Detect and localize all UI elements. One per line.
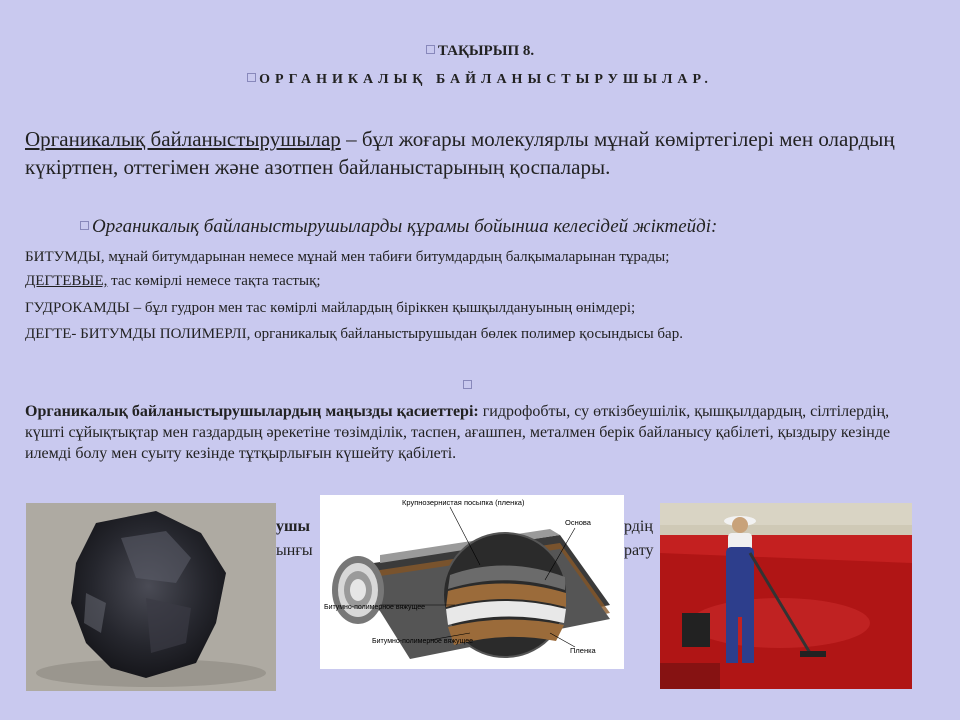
type-item-tar (25, 273, 945, 290)
label-mid: Битумно-полимерное вяжущее (324, 604, 425, 611)
obscured-fragment-c: рдің (624, 518, 653, 535)
roofing-membrane-diagram (320, 495, 624, 669)
label-top: Крупнозернистая посыпка (пленка) (402, 498, 525, 507)
type-name: ДЕГТЕ- БИТУМДЫ ПОЛИМЕРЛІ, (25, 326, 251, 342)
bullet-icon (463, 380, 472, 389)
worker-illustration (660, 503, 912, 689)
type-text: тас көмірлі немесе тақта тастық; (107, 273, 321, 289)
type-item-bitumen (25, 249, 945, 266)
obscured-fragment-a: ушы (276, 518, 310, 535)
type-name: ДЕГТЕВЫЕ, (25, 273, 108, 289)
classification-intro-text: Органикалық байланыстырушыларды құрамы бойынша келесідей жіктейді: (92, 216, 718, 237)
rock-illustration (26, 503, 276, 691)
type-name: БИТУМДЫ, (25, 249, 105, 265)
obscured-fragment-b: ынғы (276, 542, 313, 559)
properties-text: гидрофобты, су өткізбеушілік, қышқылдардың, сілтілердің, күшті сұйықтықтар мен газдардың әрекетіне төзімділік, таспен, ағашпен, металмен берік байланысу қабілеті, қыздыру кезінде илемді болу мен суыту кезінде тұтқырлығын күшейту қабілеті. (25, 403, 891, 462)
label-film: Пленка (570, 646, 596, 655)
roof-worker-photo (660, 503, 912, 689)
membrane-illustration (320, 495, 624, 669)
type-text: мұнай битумдарынан немесе мұнай мен табиғи битумдардың балқымаларынан тұрады; (104, 249, 670, 265)
label-base: Основа (565, 518, 591, 527)
type-text: – бұл гудрон мен тас көмірлі майлардың біріккен қышқылдануының өнімдері; (129, 300, 636, 316)
type-item-gudrokam (25, 300, 945, 317)
topic-title-text: ТАҚЫРЫП 8. (437, 43, 535, 59)
bullet-icon (80, 221, 89, 230)
obscured-fragment-d: рату (624, 542, 654, 559)
intro-definition: – бұл жоғары молекулярлы мұнай көміртегілері мен олардың күкіртпен, оттегімен және азотпен байланыстарының қоспалары. (25, 127, 895, 179)
topic-title (0, 43, 960, 60)
type-item-polymer (25, 326, 945, 343)
intro-paragraph (25, 125, 925, 181)
bullet-icon (426, 45, 435, 54)
properties-heading: Органикалық байланыстырушылардың маңызды қасиеттері: (25, 403, 479, 420)
subtitle (0, 72, 960, 88)
intro-term: Органикалық байланыстырушылар (25, 127, 341, 151)
properties-paragraph (25, 401, 925, 464)
label-bottom: Битумно-полимерное вяжущее (372, 638, 473, 645)
classification-intro (80, 216, 940, 238)
type-name: ГУДРОКАМДЫ (25, 300, 130, 316)
bitumen-rock-photo (26, 503, 276, 691)
bullet-icon (247, 73, 256, 82)
subtitle-text: ОРГАНИКАЛЫҚ БАЙЛАНЫСТЫРУШЫЛАР. (259, 72, 713, 87)
type-text: органикалық байланыстырушыдан бөлек полимер қосындысы бар. (250, 326, 683, 342)
empty-bullet (463, 377, 475, 395)
